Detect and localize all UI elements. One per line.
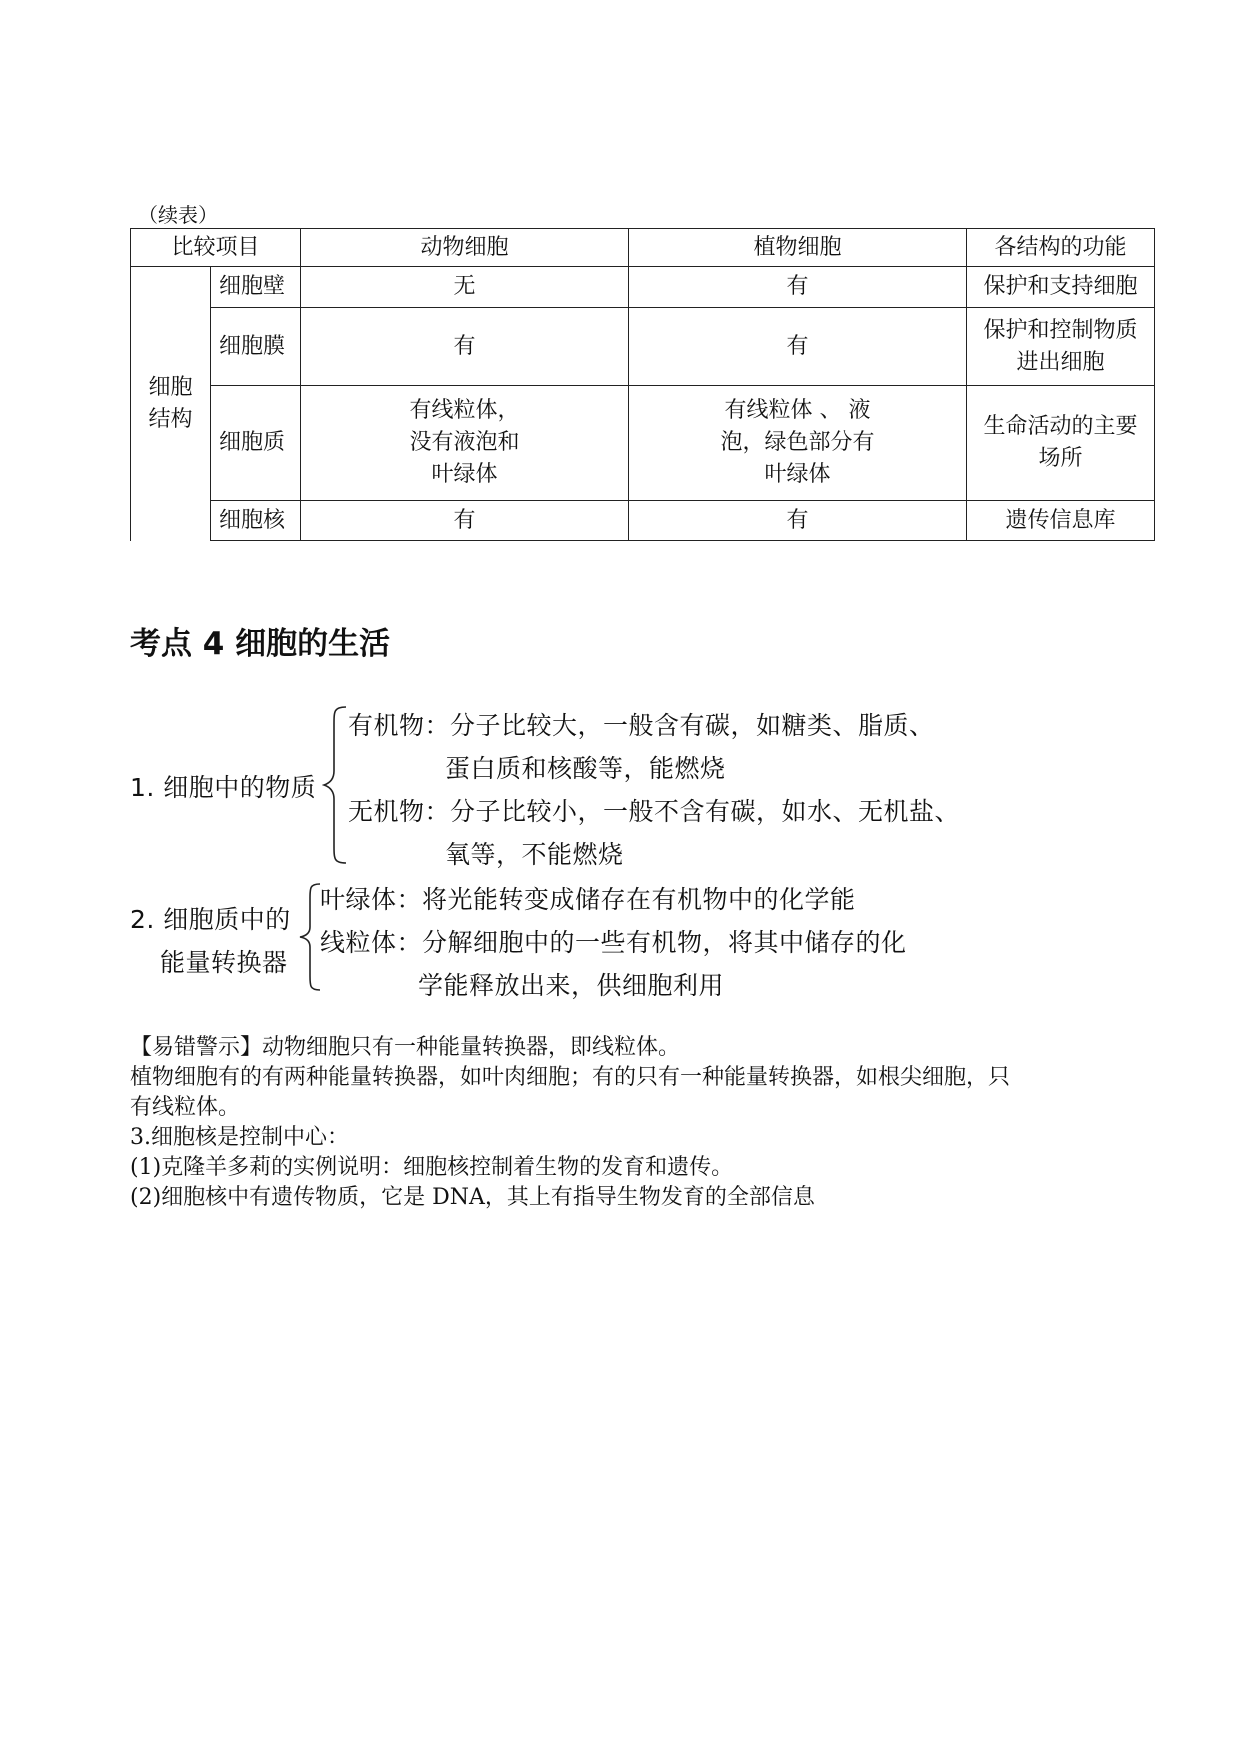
table-row [131,386,1155,501]
mito-line1: 线粒体：分解细胞中的一些有机物，将其中储存的化 [320,928,907,957]
cell-plant: 有 [629,308,967,386]
table-row [131,501,1155,541]
chloroplast-line: 叶绿体：将光能转变成储存在有机物中的化学能 [320,885,856,914]
cell-plant: 有 [629,501,967,541]
cell-animal: 无 [301,267,629,308]
sub2-text: (2)细胞核中有遗传物质，它是 DNA，其上有指导生物发育的全部信息 [130,1185,815,1210]
organic-line2: 蛋白质和核酸等，能燃烧 [445,754,726,783]
group-label: 细胞结构 [131,267,211,541]
cell-function: 保护和控制物质 进出细胞 [967,308,1155,386]
row-item: 细胞核 [211,501,301,541]
cell-animal: 有线粒体， 没有液泡和 叶绿体 [301,386,629,501]
cell-animal: 有 [301,501,629,541]
item3-heading: 3.细胞核是控制中心： [130,1125,349,1150]
header-item: 比较项目 [131,229,301,267]
inorganic-line2: 氧等，不能燃烧 [445,840,624,869]
diagram2-label-line2: 能量转换器 [160,948,288,977]
section-title: 考点 4 细胞的生活 [130,626,391,662]
header-animal: 动物细胞 [301,229,629,267]
cell-plant: 有线粒体 、 液 泡，绿色部分有 叶绿体 [629,386,967,501]
header-plant: 植物细胞 [629,229,967,267]
warning-text: 【易错警示】动物细胞只有一种能量转换器，即线粒体。 [130,1035,681,1060]
inorganic-line1: 无机物：分子比较小，一般不含有碳，如水、无机盐、 [348,797,961,826]
cell-plant: 有 [629,267,967,308]
diagram2-label-line1: 2. 细胞质中的 [130,905,291,934]
mito-line2: 学能释放出来，供细胞利用 [418,971,725,1000]
cell-animal: 有 [301,308,629,386]
table-row [131,267,1155,308]
plant-text-line2: 有线粒体。 [130,1095,241,1120]
continued-label: （续表） [138,203,218,227]
header-function: 各结构的功能 [967,229,1155,267]
row-item: 细胞质 [211,386,301,501]
cell-function: 保护和支持细胞 [967,267,1155,308]
row-item: 细胞壁 [211,267,301,308]
cell-function: 遗传信息库 [967,501,1155,541]
sub1-text: (1)克隆羊多莉的实例说明：细胞核控制着生物的发育和遗传。 [130,1155,734,1180]
table-row [131,308,1155,386]
table-header-row [131,229,1155,267]
diagram1-label: 1. 细胞中的物质 [130,773,317,802]
organic-line1: 有机物：分子比较大，一般含有碳，如糖类、脂质、 [348,711,935,740]
cell-function: 生命活动的主要 场所 [967,386,1155,501]
comparison-table [130,228,1155,541]
row-item: 细胞膜 [211,308,301,386]
plant-text-line1: 植物细胞有的有两种能量转换器，如叶肉细胞；有的只有一种能量转换器，如根尖细胞，只 [130,1065,1011,1090]
